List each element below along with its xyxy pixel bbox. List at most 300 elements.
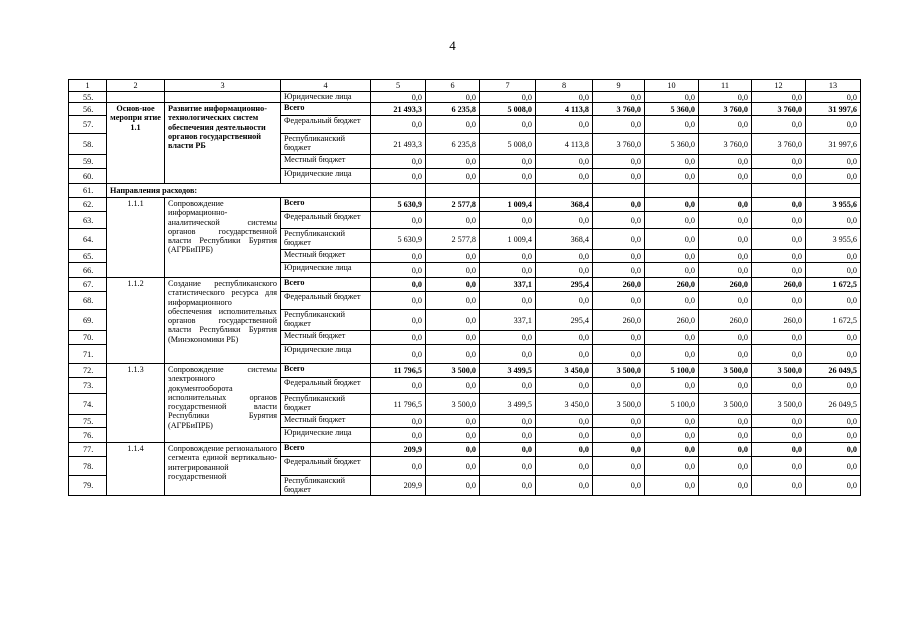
value-cell: 337,1 [480, 278, 536, 292]
row-number: 65. [69, 250, 107, 263]
value-cell: 0,0 [593, 345, 645, 364]
value-cell: 3 955,6 [806, 229, 861, 250]
value-cell: 31 997,6 [806, 134, 861, 155]
value-cell: 0,0 [699, 476, 752, 496]
value-cell: 3 499,5 [480, 364, 536, 378]
funding-source: Юридические лица [281, 345, 371, 364]
row-number: 59. [69, 155, 107, 169]
value-cell: 0,0 [752, 229, 806, 250]
value-cell: 4 113,8 [536, 134, 593, 155]
value-cell: 0,0 [752, 212, 806, 229]
value-cell: 260,0 [593, 310, 645, 331]
funding-source: Местный бюджет [281, 415, 371, 428]
section-heading: Направления расходов: [107, 184, 371, 198]
value-cell: 0,0 [426, 292, 480, 310]
value-cell: 0,0 [593, 92, 645, 103]
value-cell: 260,0 [752, 278, 806, 292]
value-cell: 0,0 [645, 92, 699, 103]
value-cell: 0,0 [536, 331, 593, 345]
row-number: 69. [69, 310, 107, 331]
value-cell: 5 008,0 [480, 103, 536, 116]
value-cell [480, 184, 536, 198]
value-cell: 0,0 [426, 457, 480, 476]
value-cell: 0,0 [752, 476, 806, 496]
value-cell: 3 500,0 [593, 364, 645, 378]
value-cell: 0,0 [371, 278, 426, 292]
budget-table [68, 79, 861, 496]
value-cell: 368,4 [536, 229, 593, 250]
value-cell: 0,0 [371, 155, 426, 169]
activity-name: Сопровождение регионального сегмента единой вертикально-интегрированной государственной [165, 443, 281, 496]
value-cell: 0,0 [593, 212, 645, 229]
value-cell: 0,0 [699, 457, 752, 476]
activity-name: Создание республиканского статистического ресурса для информационного обеспечения исполнительных органов государственной власти Республики Бурятия (Минэкономики РБ) [165, 278, 281, 364]
funding-source: Федеральный бюджет [281, 116, 371, 134]
value-cell: 0,0 [806, 378, 861, 394]
value-cell: 0,0 [645, 457, 699, 476]
value-cell: 0,0 [371, 116, 426, 134]
value-cell: 21 493,3 [371, 134, 426, 155]
value-cell: 3 500,0 [593, 394, 645, 415]
row-number: 77. [69, 443, 107, 457]
value-cell: 0,0 [645, 250, 699, 263]
value-cell: 0,0 [480, 345, 536, 364]
funding-source: Федеральный бюджет [281, 292, 371, 310]
value-cell: 0,0 [806, 92, 861, 103]
value-cell: 0,0 [699, 415, 752, 428]
value-cell [536, 184, 593, 198]
column-number: 12 [752, 80, 806, 92]
value-cell: 260,0 [699, 310, 752, 331]
activity-code: 1.1.2 [107, 278, 165, 364]
activity-code: 1.1.1 [107, 198, 165, 278]
value-cell: 0,0 [480, 378, 536, 394]
value-cell: 0,0 [645, 155, 699, 169]
funding-source: Республиканский бюджет [281, 134, 371, 155]
row-number: 67. [69, 278, 107, 292]
value-cell: 3 760,0 [593, 103, 645, 116]
value-cell: 0,0 [536, 476, 593, 496]
activity-name: Сопровождение системы электронного документооборота исполнительных органов государственной власти Республики Бурятия (АГРБиПРБ) [165, 364, 281, 443]
value-cell: 0,0 [645, 331, 699, 345]
column-number: 7 [480, 80, 536, 92]
row-number: 70. [69, 331, 107, 345]
funding-source: Республиканский бюджет [281, 310, 371, 331]
value-cell: 0,0 [806, 116, 861, 134]
value-cell: 0,0 [371, 250, 426, 263]
value-cell: 0,0 [699, 212, 752, 229]
value-cell: 3 500,0 [699, 394, 752, 415]
value-cell: 0,0 [536, 378, 593, 394]
value-cell: 0,0 [426, 212, 480, 229]
value-cell: 0,0 [426, 169, 480, 184]
activity-code: 1.1.4 [107, 443, 165, 496]
row-number: 71. [69, 345, 107, 364]
value-cell: 0,0 [752, 116, 806, 134]
value-cell: 295,4 [536, 310, 593, 331]
value-cell: 0,0 [480, 92, 536, 103]
funding-source: Местный бюджет [281, 155, 371, 169]
value-cell: 0,0 [593, 198, 645, 212]
value-cell: 0,0 [536, 155, 593, 169]
value-cell: 0,0 [752, 378, 806, 394]
value-cell: 3 760,0 [752, 103, 806, 116]
row-number: 79. [69, 476, 107, 496]
value-cell: 0,0 [480, 292, 536, 310]
value-cell: 260,0 [752, 310, 806, 331]
funding-source: Федеральный бюджет [281, 212, 371, 229]
value-cell: 0,0 [645, 198, 699, 212]
page-number: 4 [449, 38, 456, 53]
value-cell [699, 184, 752, 198]
value-cell: 0,0 [536, 250, 593, 263]
value-cell: 11 796,5 [371, 364, 426, 378]
value-cell: 0,0 [699, 250, 752, 263]
value-cell [645, 184, 699, 198]
value-cell: 3 760,0 [593, 134, 645, 155]
funding-source: Республиканский бюджет [281, 229, 371, 250]
value-cell: 5 360,0 [645, 103, 699, 116]
value-cell: 0,0 [480, 331, 536, 345]
value-cell: 0,0 [752, 415, 806, 428]
value-cell: 260,0 [699, 278, 752, 292]
value-cell: 3 760,0 [699, 134, 752, 155]
row-number: 72. [69, 364, 107, 378]
value-cell: 0,0 [371, 169, 426, 184]
table-row [69, 92, 861, 103]
value-cell: 0,0 [593, 378, 645, 394]
value-cell: 0,0 [536, 92, 593, 103]
table-row [69, 198, 861, 212]
value-cell: 0,0 [593, 250, 645, 263]
funding-source: Республиканский бюджет [281, 476, 371, 496]
value-cell: 2 577,8 [426, 229, 480, 250]
table-row [69, 443, 861, 457]
value-cell: 0,0 [480, 428, 536, 443]
table-row [69, 364, 861, 378]
value-cell: 0,0 [426, 443, 480, 457]
column-number: 9 [593, 80, 645, 92]
value-cell: 0,0 [480, 116, 536, 134]
value-cell: 0,0 [806, 443, 861, 457]
value-cell: 0,0 [593, 428, 645, 443]
value-cell: 4 113,8 [536, 103, 593, 116]
value-cell: 209,9 [371, 443, 426, 457]
value-cell: 31 997,6 [806, 103, 861, 116]
value-cell: 0,0 [806, 331, 861, 345]
value-cell: 0,0 [645, 443, 699, 457]
value-cell: 0,0 [371, 331, 426, 345]
activity-name: Развитие информационно-технологических систем обеспечения деятельности органов государственной власти РБ [165, 103, 281, 184]
value-cell: 0,0 [426, 331, 480, 345]
funding-source: Юридические лица [281, 169, 371, 184]
value-cell: 0,0 [536, 292, 593, 310]
value-cell: 0,0 [806, 169, 861, 184]
value-cell: 0,0 [593, 292, 645, 310]
value-cell [752, 184, 806, 198]
value-cell: 0,0 [536, 345, 593, 364]
row-number: 76. [69, 428, 107, 443]
value-cell: 0,0 [645, 345, 699, 364]
value-cell: 0,0 [480, 457, 536, 476]
value-cell: 0,0 [480, 443, 536, 457]
value-cell: 3 955,6 [806, 198, 861, 212]
value-cell: 0,0 [593, 331, 645, 345]
funding-source: Всего [281, 278, 371, 292]
value-cell: 0,0 [480, 169, 536, 184]
value-cell: 21 493,3 [371, 103, 426, 116]
value-cell: 0,0 [593, 457, 645, 476]
row-number: 55. [69, 92, 107, 103]
value-cell: 209,9 [371, 476, 426, 496]
value-cell: 0,0 [645, 378, 699, 394]
value-cell: 0,0 [699, 292, 752, 310]
group-name [165, 92, 281, 103]
value-cell: 0,0 [371, 292, 426, 310]
value-cell: 3 499,5 [480, 394, 536, 415]
value-cell: 26 049,5 [806, 394, 861, 415]
value-cell: 0,0 [806, 155, 861, 169]
column-number: 4 [281, 80, 371, 92]
value-cell: 5 100,0 [645, 364, 699, 378]
value-cell: 0,0 [371, 345, 426, 364]
value-cell: 5 630,9 [371, 229, 426, 250]
value-cell: 0,0 [699, 198, 752, 212]
row-number: 66. [69, 263, 107, 278]
value-cell: 0,0 [593, 443, 645, 457]
value-cell: 0,0 [593, 263, 645, 278]
value-cell: 0,0 [752, 263, 806, 278]
value-cell: 295,4 [536, 278, 593, 292]
value-cell: 0,0 [536, 263, 593, 278]
value-cell: 6 235,8 [426, 103, 480, 116]
value-cell: 0,0 [699, 428, 752, 443]
value-cell: 3 500,0 [426, 364, 480, 378]
row-number: 68. [69, 292, 107, 310]
funding-source: Всего [281, 103, 371, 116]
row-number: 74. [69, 394, 107, 415]
value-cell: 26 049,5 [806, 364, 861, 378]
value-cell: 0,0 [426, 476, 480, 496]
value-cell: 0,0 [371, 428, 426, 443]
value-cell [806, 184, 861, 198]
funding-source: Республиканский бюджет [281, 394, 371, 415]
value-cell: 0,0 [752, 331, 806, 345]
value-cell: 0,0 [480, 476, 536, 496]
value-cell: 0,0 [536, 428, 593, 443]
value-cell: 0,0 [699, 169, 752, 184]
value-cell: 0,0 [752, 443, 806, 457]
value-cell: 0,0 [699, 155, 752, 169]
row-number: 64. [69, 229, 107, 250]
value-cell: 5 008,0 [480, 134, 536, 155]
value-cell [371, 184, 426, 198]
value-cell: 0,0 [806, 457, 861, 476]
value-cell: 0,0 [536, 457, 593, 476]
value-cell: 0,0 [480, 263, 536, 278]
value-cell: 0,0 [480, 212, 536, 229]
value-cell: 0,0 [806, 292, 861, 310]
funding-source: Всего [281, 443, 371, 457]
value-cell: 337,1 [480, 310, 536, 331]
value-cell [426, 184, 480, 198]
value-cell: 0,0 [699, 263, 752, 278]
funding-source: Федеральный бюджет [281, 378, 371, 394]
value-cell: 0,0 [645, 415, 699, 428]
value-cell: 0,0 [752, 345, 806, 364]
funding-source: Юридические лица [281, 428, 371, 443]
funding-source: Юридические лица [281, 92, 371, 103]
value-cell: 0,0 [806, 345, 861, 364]
column-number: 5 [371, 80, 426, 92]
activity-code: Основ-ное меропри ятие 1.1 [107, 103, 165, 184]
row-number: 61. [69, 184, 107, 198]
value-cell: 0,0 [426, 310, 480, 331]
value-cell: 1 009,4 [480, 229, 536, 250]
value-cell: 0,0 [536, 212, 593, 229]
value-cell: 0,0 [806, 212, 861, 229]
value-cell: 1 672,5 [806, 278, 861, 292]
value-cell: 0,0 [806, 428, 861, 443]
value-cell: 0,0 [426, 415, 480, 428]
value-cell: 0,0 [371, 415, 426, 428]
value-cell: 0,0 [536, 116, 593, 134]
value-cell: 3 760,0 [752, 134, 806, 155]
value-cell: 0,0 [480, 250, 536, 263]
value-cell: 0,0 [371, 212, 426, 229]
value-cell: 5 360,0 [645, 134, 699, 155]
funding-source: Юридические лица [281, 263, 371, 278]
value-cell: 0,0 [593, 229, 645, 250]
value-cell: 0,0 [752, 155, 806, 169]
column-number: 1 [69, 80, 107, 92]
column-number: 3 [165, 80, 281, 92]
column-number: 10 [645, 80, 699, 92]
funding-source: Местный бюджет [281, 250, 371, 263]
value-cell: 0,0 [371, 310, 426, 331]
value-cell: 260,0 [593, 278, 645, 292]
table-row [69, 103, 861, 116]
column-number: 6 [426, 80, 480, 92]
value-cell: 0,0 [426, 263, 480, 278]
value-cell: 0,0 [371, 263, 426, 278]
value-cell: 0,0 [699, 378, 752, 394]
value-cell: 1 009,4 [480, 198, 536, 212]
row-number: 57. [69, 116, 107, 134]
value-cell: 0,0 [752, 428, 806, 443]
row-number: 56. [69, 103, 107, 116]
value-cell: 3 500,0 [699, 364, 752, 378]
value-cell: 0,0 [806, 476, 861, 496]
value-cell: 3 760,0 [699, 103, 752, 116]
value-cell: 0,0 [645, 292, 699, 310]
value-cell: 0,0 [426, 345, 480, 364]
value-cell: 3 500,0 [752, 394, 806, 415]
value-cell: 0,0 [752, 250, 806, 263]
value-cell: 0,0 [426, 278, 480, 292]
funding-source: Местный бюджет [281, 331, 371, 345]
value-cell: 3 500,0 [426, 394, 480, 415]
row-number: 75. [69, 415, 107, 428]
row-number: 58. [69, 134, 107, 155]
value-cell: 0,0 [645, 212, 699, 229]
funding-source: Федеральный бюджет [281, 457, 371, 476]
column-number: 8 [536, 80, 593, 92]
value-cell: 0,0 [645, 476, 699, 496]
column-number: 13 [806, 80, 861, 92]
value-cell: 0,0 [593, 169, 645, 184]
value-cell: 0,0 [593, 116, 645, 134]
value-cell: 0,0 [593, 415, 645, 428]
value-cell: 0,0 [426, 155, 480, 169]
column-number-row [69, 80, 861, 92]
activity-name: Сопровождение информационно-аналитической системы органов государственной власти Республики Бурятия (АГРБиПРБ) [165, 198, 281, 278]
value-cell: 0,0 [645, 263, 699, 278]
value-cell: 3 500,0 [752, 364, 806, 378]
row-number: 73. [69, 378, 107, 394]
value-cell: 2 577,8 [426, 198, 480, 212]
value-cell: 0,0 [645, 116, 699, 134]
value-cell: 0,0 [480, 415, 536, 428]
value-cell: 3 450,0 [536, 364, 593, 378]
value-cell: 0,0 [752, 292, 806, 310]
value-cell: 0,0 [752, 169, 806, 184]
value-cell: 0,0 [699, 229, 752, 250]
value-cell: 0,0 [699, 345, 752, 364]
row-number: 78. [69, 457, 107, 476]
value-cell: 3 450,0 [536, 394, 593, 415]
value-cell: 11 796,5 [371, 394, 426, 415]
value-cell: 0,0 [371, 92, 426, 103]
value-cell: 0,0 [806, 415, 861, 428]
table-row [69, 184, 861, 198]
value-cell [593, 184, 645, 198]
value-cell: 0,0 [752, 198, 806, 212]
value-cell: 0,0 [699, 92, 752, 103]
value-cell: 368,4 [536, 198, 593, 212]
row-number: 60. [69, 169, 107, 184]
value-cell: 0,0 [426, 428, 480, 443]
value-cell: 0,0 [536, 169, 593, 184]
value-cell: 0,0 [371, 457, 426, 476]
funding-source: Всего [281, 198, 371, 212]
value-cell: 0,0 [536, 443, 593, 457]
value-cell: 0,0 [806, 263, 861, 278]
column-number: 2 [107, 80, 165, 92]
row-number: 62. [69, 198, 107, 212]
value-cell: 1 672,5 [806, 310, 861, 331]
value-cell: 0,0 [645, 169, 699, 184]
value-cell: 0,0 [426, 92, 480, 103]
value-cell: 6 235,8 [426, 134, 480, 155]
value-cell: 5 100,0 [645, 394, 699, 415]
value-cell: 0,0 [371, 378, 426, 394]
value-cell: 5 630,9 [371, 198, 426, 212]
value-cell: 0,0 [752, 457, 806, 476]
value-cell: 0,0 [480, 155, 536, 169]
row-number: 63. [69, 212, 107, 229]
value-cell: 0,0 [426, 378, 480, 394]
value-cell: 0,0 [699, 331, 752, 345]
column-number: 11 [699, 80, 752, 92]
value-cell: 0,0 [426, 250, 480, 263]
value-cell: 0,0 [426, 116, 480, 134]
table-row [69, 278, 861, 292]
value-cell: 0,0 [645, 428, 699, 443]
value-cell: 260,0 [645, 278, 699, 292]
value-cell: 0,0 [593, 155, 645, 169]
group-code [107, 92, 165, 103]
